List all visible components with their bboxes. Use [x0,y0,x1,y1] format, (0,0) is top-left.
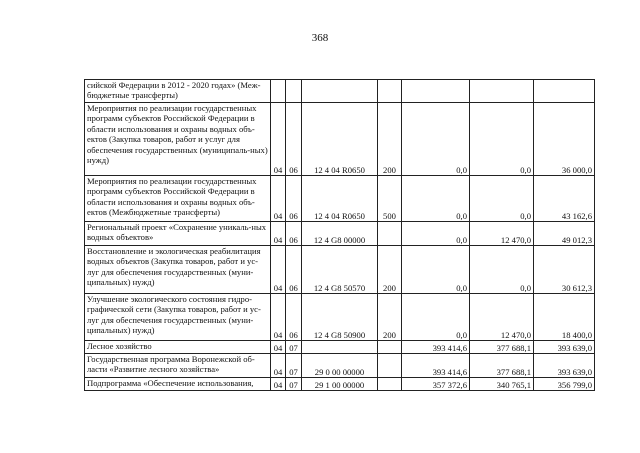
amount-year-2: 12 470,0 [470,222,534,246]
amount-year-1: 0,0 [402,246,470,294]
amount-year-2 [470,80,534,103]
amount-year-3: 356 799,0 [534,378,595,391]
table-row [85,294,595,341]
amount-year-1: 393 414,6 [402,341,470,354]
table-row [85,80,595,103]
amount-year-3: 36 000,0 [534,103,595,176]
section-code [271,80,286,103]
amount-year-3 [534,80,595,103]
amount-year-3: 49 012,3 [534,222,595,246]
amount-year-1: 0,0 [402,294,470,341]
target-article-code [302,80,378,103]
subsection-code: 07 [286,378,302,391]
section-code: 04 [271,378,286,391]
expense-type-code: 200 [378,103,402,176]
expense-type-code [378,80,402,103]
amount-year-1: 393 414,6 [402,354,470,378]
table-row [85,103,595,176]
row-name: Подпрограмма «Обеспечение использования, [85,378,271,391]
target-article-code [302,341,378,354]
subsection-code: 06 [286,176,302,222]
amount-year-2: 377 688,1 [470,341,534,354]
amount-year-3: 393 639,0 [534,354,595,378]
amount-year-3: 393 639,0 [534,341,595,354]
expense-type-code [378,378,402,391]
amount-year-1: 0,0 [402,176,470,222]
amount-year-3: 30 612,3 [534,246,595,294]
target-article-code: 12 4 04 R0650 [302,176,378,222]
amount-year-1: 357 372,6 [402,378,470,391]
subsection-code: 07 [286,341,302,354]
row-name: сийской Федерации в 2012 - 2020 годах» (Меж-бюджетные трансферты) [85,80,271,103]
amount-year-1 [402,80,470,103]
expense-type-code [378,341,402,354]
subsection-code: 06 [286,222,302,246]
target-article-code: 29 1 00 00000 [302,378,378,391]
budget-table [84,79,595,391]
subsection-code [286,80,302,103]
amount-year-2: 0,0 [470,246,534,294]
subsection-code: 06 [286,294,302,341]
amount-year-1: 0,0 [402,103,470,176]
amount-year-2: 0,0 [470,103,534,176]
row-name: Государственная программа Воронежской об-ласти «Развитие лесного хозяйства» [85,354,271,378]
subsection-code: 06 [286,246,302,294]
row-name: Мероприятия по реализации государственных программ субъектов Российской Федерации в области использования и охраны водных объ-ектов (Закупка товаров, работ и услуг для обеспечения государственных (муниципаль-ных) нужд) [85,103,271,176]
table-row [85,176,595,222]
amount-year-2: 377 688,1 [470,354,534,378]
table-row [85,378,595,391]
target-article-code: 29 0 00 00000 [302,354,378,378]
amount-year-3: 18 400,0 [534,294,595,341]
expense-type-code: 200 [378,294,402,341]
amount-year-2: 340 765,1 [470,378,534,391]
row-name: Мероприятия по реализации государственных программ субъектов Российской Федерации в области использования и охраны водных объ-ектов (Межбюджетные трансферты) [85,176,271,222]
amount-year-2: 12 470,0 [470,294,534,341]
page-number: 368 [311,32,329,44]
table-row [85,354,595,378]
section-code: 04 [271,222,286,246]
amount-year-2: 0,0 [470,176,534,222]
row-name: Восстановление и экологическая реабилитация водных объектов (Закупка товаров, работ и ус-луг для обеспечения государственных (муни-ципальных) нужд) [85,246,271,294]
section-code: 04 [271,176,286,222]
section-code: 04 [271,341,286,354]
subsection-code: 06 [286,103,302,176]
table-row [85,246,595,294]
table-row [85,341,595,354]
expense-type-code: 200 [378,246,402,294]
target-article-code: 12 4 G8 50570 [302,246,378,294]
target-article-code: 12 4 G8 00000 [302,222,378,246]
section-code: 04 [271,246,286,294]
target-article-code: 12 4 G8 50900 [302,294,378,341]
expense-type-code: 500 [378,176,402,222]
section-code: 04 [271,103,286,176]
section-code: 04 [271,294,286,341]
row-name: Улучшение экологического состояния гидро-графической сети (Закупка товаров, работ и ус-луг для обеспечения государственных (муни-ципальных) нужд) [85,294,271,341]
table-row [85,222,595,246]
expense-type-code [378,222,402,246]
target-article-code: 12 4 04 R0650 [302,103,378,176]
expense-type-code [378,354,402,378]
row-name: Лесное хозяйство [85,341,271,354]
section-code: 04 [271,354,286,378]
amount-year-3: 43 162,6 [534,176,595,222]
amount-year-1: 0,0 [402,222,470,246]
subsection-code: 07 [286,354,302,378]
row-name: Региональный проект «Сохранение уникаль-ных водных объектов» [85,222,271,246]
